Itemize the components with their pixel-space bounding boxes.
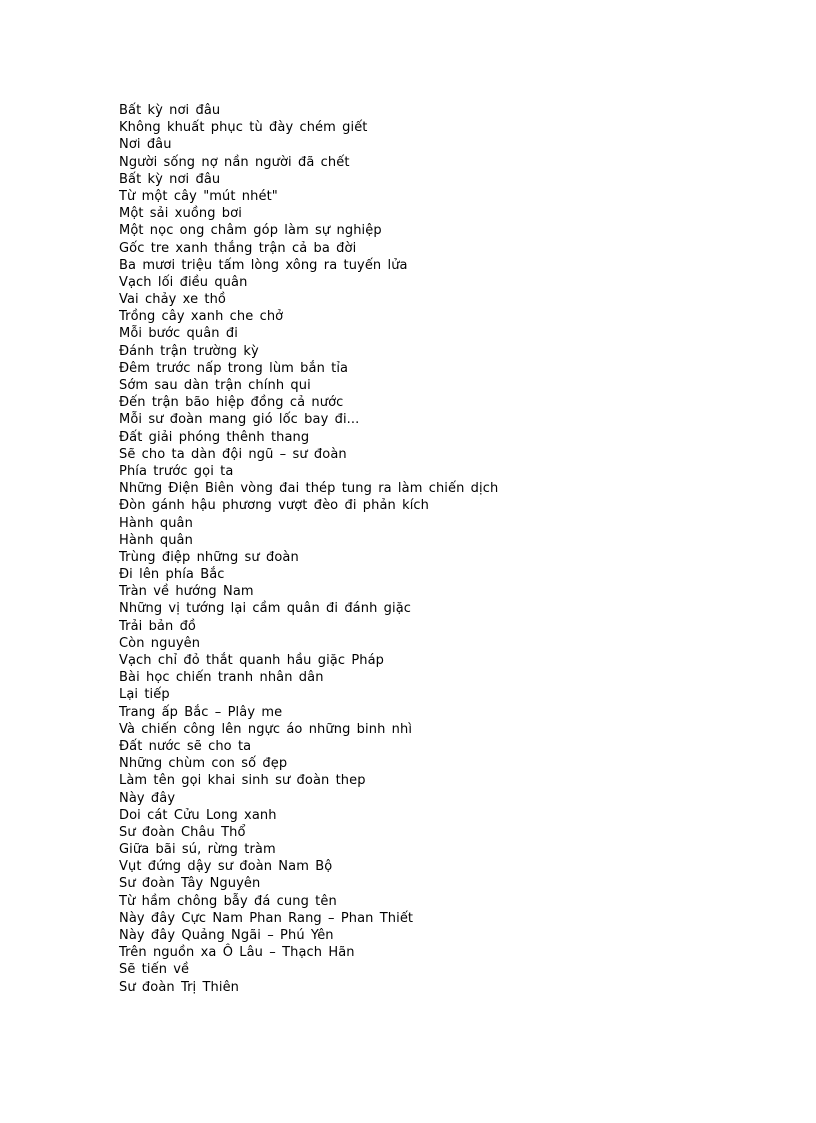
- poem-line: Một nọc ong châm góp làm sự nghiệp: [119, 223, 382, 239]
- poem-line: Này đây Cực Nam Phan Rang – Phan Thiết: [119, 910, 414, 926]
- poem-line: Những Điện Biên vòng đai thép tung ra làm chiến dịch: [119, 481, 499, 497]
- poem-line: Mỗi bước quân đi: [119, 326, 238, 342]
- poem-line: Phía trước gọi ta: [119, 463, 234, 479]
- poem-line: Trải bản đồ: [119, 618, 196, 634]
- poem-line: Không khuất phục tù đày chém giết: [119, 120, 368, 136]
- poem-line: Trùng điệp những sư đoàn: [119, 549, 299, 565]
- poem-line: Những vị tướng lại cầm quân đi đánh giặc: [119, 601, 412, 617]
- poem-line: Này đây Quảng Ngãi – Phú Yên: [119, 928, 334, 943]
- poem-line: Trang ấp Bắc – Plây me: [119, 704, 283, 720]
- poem-line: Đất giải phóng thênh thang: [119, 429, 310, 445]
- poem-line: Trồng cây xanh che chở: [119, 309, 284, 325]
- poem-line: Từ một cây "mút nhét": [119, 188, 278, 204]
- poem-line: Mỗi sư đoàn mang gió lốc bay đi...: [119, 412, 360, 428]
- poem-line: Sớm sau dàn trận chính qui: [119, 378, 311, 393]
- poem-line: Vạch lối điều quân: [119, 274, 248, 290]
- poem-line: Vụt đứng dậy sư đoàn Nam Bộ: [119, 859, 333, 875]
- poem-line: Đi lên phía Bắc: [119, 567, 225, 583]
- poem-line: Bài học chiến tranh nhân dân: [119, 670, 324, 686]
- poem-line: Sẽ cho ta dàn đội ngũ – sư đoàn: [119, 446, 347, 462]
- poem-line: Sẽ tiến về: [119, 962, 190, 978]
- poem-line: Vai chảy xe thồ: [119, 292, 226, 308]
- poem-line: Đến trận bão hiệp đồng cả nước: [119, 395, 344, 411]
- poem-line: Người sống nợ nần người đã chết: [119, 154, 350, 170]
- poem-line: Bất kỳ nơi đâu: [119, 171, 221, 187]
- poem-line: Nơi đâu: [119, 137, 172, 153]
- poem-line: Bất kỳ nơi đâu: [119, 103, 221, 118]
- poem-line: Sư đoàn Trị Thiên: [119, 979, 240, 995]
- poem-line: Tràn về hướng Nam: [119, 584, 254, 600]
- poem-line: Ba mươi triệu tấm lòng xông ra tuyến lửa: [119, 257, 408, 273]
- poem-line: Hành quân: [119, 515, 193, 531]
- poem-line: Này đây: [119, 790, 176, 806]
- poem-line: Hành quân: [119, 532, 193, 548]
- poem-line: Đánh trận trường kỳ: [119, 343, 259, 359]
- poem-line: Đêm trước nấp trong lùm bắn tỉa: [119, 360, 349, 376]
- poem-line: Một sải xuồng bơi: [119, 206, 242, 222]
- poem-line: Vạch chỉ đỏ thắt quanh hầu giặc Pháp: [119, 653, 385, 668]
- poem-line: Giữa bãi sú, rừng tràm: [119, 842, 276, 858]
- poem-line: Lại tiếp: [119, 687, 170, 703]
- poem-line: Từ hầm chông bẫy đá cung tên: [119, 893, 337, 909]
- poem-text: [119, 102, 498, 996]
- poem-line: Trên nguồn xa Ô Lâu – Thạch Hãn: [119, 945, 355, 961]
- poem-line: Sư đoàn Tây Nguyên: [119, 876, 261, 892]
- poem-line: Làm tên gọi khai sinh sư đoàn thep: [119, 773, 366, 789]
- poem-line: Còn nguyên: [119, 635, 201, 651]
- poem-line: Gốc tre xanh thắng trận cả ba đời: [119, 240, 357, 256]
- poem-line: Đất nước sẽ cho ta: [119, 738, 252, 754]
- poem-line: Doi cát Cửu Long xanh: [119, 807, 277, 823]
- poem-line: Sư đoàn Châu Thổ: [119, 824, 246, 840]
- poem-line: Đòn gánh hậu phương vượt đèo đi phản kích: [119, 498, 430, 514]
- poem-line: Những chùm con số đẹp: [119, 756, 288, 772]
- poem-line: Và chiến công lên ngực áo những binh nhì: [119, 721, 413, 737]
